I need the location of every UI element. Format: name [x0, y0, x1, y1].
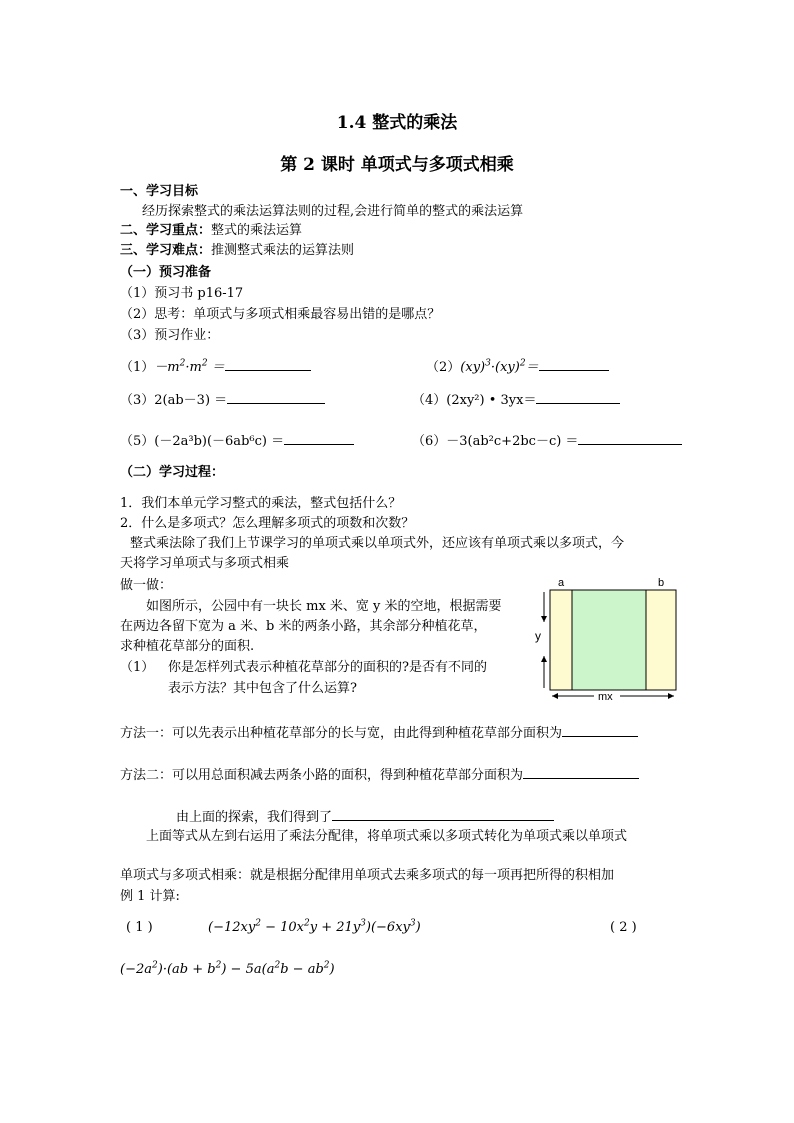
path-b — [646, 590, 676, 690]
exercise-2 — [426, 358, 609, 376]
document-subtitle: 第 2 课时 单项式与多项式相乘 — [280, 155, 514, 175]
exercise-6-text: （6）－3(ab²c+2bc－c) ＝ — [412, 434, 579, 449]
exercise-4-blank[interactable] — [536, 391, 620, 404]
explanation: 上面等式从左到右运用了乘法分配律，将单项式乘以多项式转化为单项式乘以单项式 — [146, 829, 628, 844]
method-2-text: 方法二：可以用总面积减去两条小路的面积，得到种植花草部分面积为 — [120, 768, 524, 783]
park-text-3: 求种植花草部分的面积. — [120, 639, 255, 654]
intro-line-1: 整式乘法除了我们上节课学习的单项式乘以单项式外，还应该有单项式乘以多项式，今 — [130, 536, 625, 551]
difficulty-label: 三、学习难点： — [120, 243, 212, 258]
key-point-text: 整式的乘法运算 — [211, 223, 303, 238]
exercise-6 — [412, 432, 682, 450]
exercise-1-blank[interactable] — [225, 358, 311, 371]
label-mx: mx — [598, 691, 613, 703]
document-title: 1.4 整式的乘法 — [336, 113, 458, 133]
method-1-text: 方法一：可以先表示出种植花草部分的长与宽，由此得到种植花草部分面积为 — [120, 726, 563, 741]
grass-area — [572, 590, 646, 690]
question-text-2: 表示方法？其中包含了什么运算? — [168, 681, 357, 696]
question-number: （1） — [120, 660, 155, 675]
conclusion-text: 由上面的探索，我们得到了 — [176, 810, 333, 825]
exercise-3 — [120, 391, 325, 409]
mx-arrowhead-right — [668, 693, 674, 699]
exercise-5-text: （5）(－2a³b)(－6ab⁶c) ＝ — [120, 434, 285, 449]
exercise-2-label: （2） — [426, 360, 461, 375]
key-point-line — [120, 223, 302, 239]
question-1: 1．我们本单元学习整式的乘法，整式包括什么？ — [120, 496, 402, 511]
conclusion — [176, 808, 554, 826]
label-b: b — [658, 577, 665, 589]
park-figure — [530, 574, 680, 704]
key-point-label: 二、学习重点： — [120, 223, 212, 238]
example-2-formula: $(-2a^2)\cdot(ab + b^2) - 5a(a^2b - ab^2)$ — [120, 960, 335, 977]
example-2-label: ( 2 ) — [610, 920, 637, 935]
method-1 — [120, 724, 638, 742]
exercise-6-blank[interactable] — [578, 432, 682, 445]
exercise-5 — [120, 432, 354, 450]
label-a: a — [558, 577, 565, 589]
method-2 — [120, 766, 639, 784]
example-1-formula: $(-12xy^2 - 10x^2y + 21y^3)(-6xy^3)$ — [208, 918, 421, 935]
process-heading: （二）学习过程： — [120, 465, 225, 480]
park-text-2: 在两边各留下宽为 a 米、b 米的两条小路，其余部分种植花草， — [120, 619, 487, 634]
section-goals-heading: 一、学习目标 — [120, 184, 199, 199]
example-1-label: ( 1 ) — [126, 920, 153, 935]
question-text-1: 你是怎样列式表示种植花草部分的面积的?是否有不同的 — [168, 660, 487, 675]
path-a — [550, 590, 572, 690]
method-2-blank[interactable] — [523, 766, 639, 779]
mx-arrowhead-left — [552, 693, 558, 699]
exercise-5-blank[interactable] — [284, 432, 354, 445]
exercise-1-label: （1） — [120, 360, 155, 375]
exercise-3-text: （3）2(ab－3) ＝ — [120, 393, 228, 408]
difficulty-line — [120, 243, 354, 259]
exercise-3-blank[interactable] — [227, 391, 325, 404]
example-label: 例 1 计算: — [120, 889, 180, 904]
prep-item-1: （1）预习书 p16-17 — [120, 286, 244, 301]
rule-text: 单项式与多项式相乘：就是根据分配律用单项式去乘多项式的每一项再把所得的积相加 — [120, 868, 615, 883]
exercise-1 — [120, 358, 311, 376]
prep-heading: （一）预习准备 — [120, 265, 212, 280]
exercise-4 — [412, 391, 620, 409]
label-y: y — [535, 629, 541, 643]
prep-item-3: （3）预习作业： — [120, 328, 220, 343]
prep-item-2: （2）思考：单项式与多项式相乘最容易出错的是哪点？ — [120, 307, 441, 322]
exercise-2-formula: (xy)$^3$·(xy)$^2$＝ — [460, 358, 539, 375]
exercise-2-blank[interactable] — [539, 358, 609, 371]
try-label: 做一做： — [120, 578, 173, 593]
method-1-blank[interactable] — [562, 724, 638, 737]
park-text-1: 如图所示，公园中有一块长 mx 米、宽 y 米的空地，根据需要 — [146, 599, 502, 614]
exercise-4-text: （4）(2xy²) • 3yx＝ — [412, 393, 537, 408]
question-2: 2．什么是多项式？怎么理解多项式的项数和次数？ — [120, 516, 415, 531]
y-arrowhead-bottom — [541, 656, 547, 662]
difficulty-text: 推测整式乘法的运算法则 — [211, 243, 355, 258]
exercise-1-formula: $-m^2\cdot m^2$ ＝ — [154, 358, 225, 375]
y-arrowhead-top — [541, 616, 547, 622]
conclusion-blank[interactable] — [332, 808, 554, 821]
goal-text: 经历探索整式的乘法运算法则的过程,会进行简单的整式的乘法运算 — [142, 204, 524, 219]
intro-line-2: 天将学习单项式与多项式相乘 — [120, 556, 290, 571]
